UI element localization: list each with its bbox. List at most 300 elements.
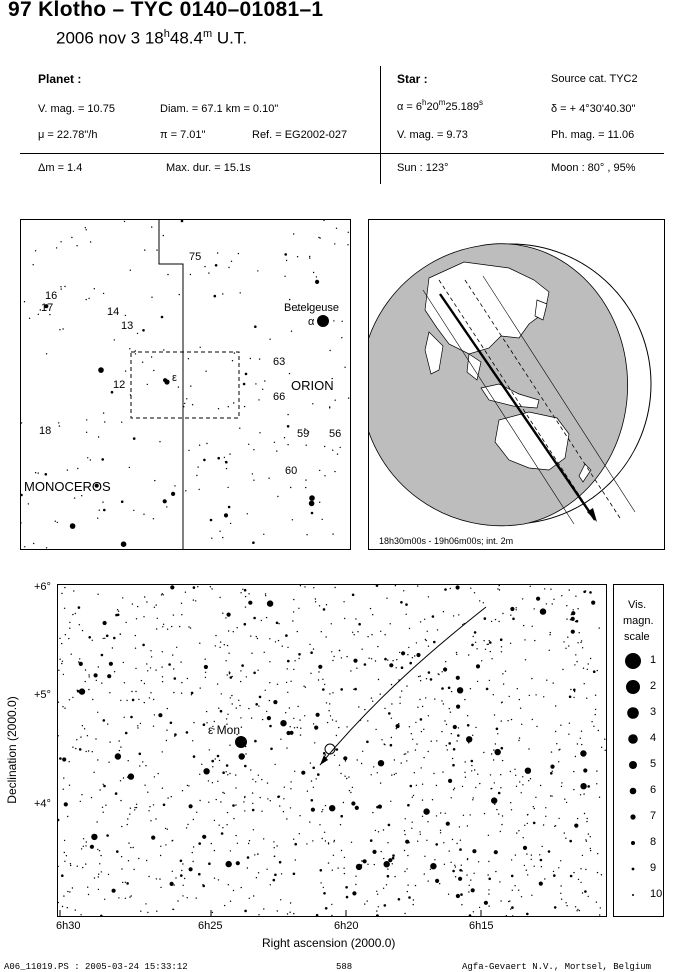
background-star — [597, 853, 598, 854]
background-star — [558, 867, 559, 868]
background-star — [535, 797, 536, 798]
background-star — [587, 785, 590, 788]
background-star — [156, 604, 157, 605]
scale-title-2: magn. — [623, 615, 654, 627]
background-star — [364, 709, 365, 710]
background-star — [371, 697, 372, 698]
background-star — [166, 740, 167, 741]
background-star — [214, 878, 215, 879]
background-star — [419, 699, 420, 700]
background-star — [124, 682, 125, 683]
background-star — [91, 797, 92, 798]
asteroid-path — [320, 607, 486, 765]
background-star — [139, 765, 140, 766]
background-star — [597, 872, 598, 873]
background-star — [376, 806, 379, 809]
background-star — [561, 782, 562, 783]
background-star — [410, 785, 413, 788]
star-label-17: 17 — [41, 302, 54, 314]
background-star — [77, 866, 78, 867]
background-star — [522, 784, 523, 785]
background-star — [407, 884, 408, 885]
background-star — [139, 753, 142, 756]
background-star — [58, 902, 59, 903]
background-star — [290, 902, 291, 903]
background-star — [579, 910, 580, 911]
background-star — [218, 708, 219, 709]
background-star — [550, 589, 551, 590]
background-star — [186, 398, 187, 399]
background-star — [493, 749, 494, 750]
background-star — [327, 722, 328, 723]
background-star — [434, 698, 435, 699]
background-star — [244, 406, 245, 407]
background-star — [273, 700, 277, 704]
background-star — [519, 737, 520, 738]
background-star — [408, 896, 411, 899]
background-star — [212, 766, 213, 767]
background-star — [599, 797, 600, 798]
background-star — [464, 772, 465, 773]
background-star — [521, 896, 522, 897]
background-star — [487, 874, 488, 875]
background-star — [367, 636, 368, 637]
background-star — [511, 875, 514, 878]
background-star — [456, 654, 457, 655]
background-star — [440, 832, 441, 833]
background-star — [488, 835, 489, 836]
background-star — [125, 315, 126, 316]
background-star — [443, 703, 444, 704]
background-star — [525, 768, 531, 774]
background-star — [266, 617, 267, 618]
magnitude-scale — [613, 584, 664, 917]
background-star — [276, 845, 277, 846]
sun-elongation: Sun : 123° — [397, 162, 449, 174]
background-star — [137, 333, 138, 334]
eps-mon-label: ε Mon — [208, 723, 241, 737]
background-star — [199, 774, 200, 775]
background-star — [319, 470, 320, 471]
background-star — [469, 885, 470, 886]
background-star — [67, 891, 68, 892]
background-star — [383, 858, 384, 859]
background-star — [456, 652, 457, 653]
background-star — [325, 840, 326, 841]
background-star — [574, 664, 575, 665]
background-star — [394, 876, 395, 877]
background-star — [502, 701, 503, 702]
background-star — [481, 660, 482, 661]
background-star — [593, 670, 596, 673]
background-star — [181, 614, 182, 615]
background-star — [569, 696, 572, 699]
background-star — [501, 720, 502, 721]
background-star — [259, 696, 262, 699]
background-star — [445, 813, 446, 814]
background-star — [61, 643, 62, 644]
background-star — [332, 533, 333, 534]
background-star — [205, 672, 206, 673]
background-star — [252, 809, 255, 812]
background-star — [575, 756, 576, 757]
ra-tick-marks — [60, 910, 481, 916]
background-star — [62, 706, 63, 707]
background-star — [80, 914, 81, 915]
background-star — [367, 864, 368, 865]
background-star — [510, 643, 511, 644]
background-star — [311, 512, 314, 515]
background-star — [352, 594, 355, 597]
background-star — [355, 884, 356, 885]
background-star — [250, 358, 251, 359]
background-star — [114, 339, 115, 340]
background-star — [287, 414, 288, 415]
background-star — [135, 350, 136, 351]
background-star — [116, 850, 119, 853]
background-star — [244, 797, 245, 798]
background-star — [514, 885, 515, 886]
background-star — [86, 419, 87, 420]
background-star — [136, 804, 137, 805]
background-star — [422, 784, 423, 785]
background-star — [279, 796, 280, 797]
info-divider — [20, 153, 664, 154]
background-star — [554, 826, 555, 827]
background-star — [540, 785, 541, 786]
background-star — [398, 898, 401, 901]
background-star — [495, 871, 496, 872]
background-star — [261, 779, 262, 780]
star-chart — [57, 584, 607, 917]
background-star — [456, 585, 460, 589]
background-star — [332, 870, 333, 871]
background-star — [198, 873, 201, 876]
background-star — [222, 827, 223, 828]
background-star — [570, 875, 573, 878]
background-star — [147, 384, 148, 385]
background-star — [319, 502, 320, 503]
background-star — [115, 753, 121, 759]
background-star — [485, 649, 486, 650]
background-star — [85, 845, 86, 846]
background-star — [588, 663, 589, 664]
background-star — [443, 842, 444, 843]
scale-dot-5 — [629, 761, 637, 769]
planet-reference: Ref. = EG2002-027 — [252, 129, 348, 141]
background-star — [227, 613, 231, 617]
background-star — [564, 799, 565, 800]
background-star — [320, 869, 323, 872]
background-star — [69, 785, 70, 786]
background-star — [289, 299, 290, 300]
background-star — [512, 890, 513, 891]
background-star — [64, 587, 65, 588]
background-star — [299, 719, 300, 720]
background-star — [222, 613, 223, 614]
background-star — [240, 681, 241, 682]
background-star — [445, 661, 446, 662]
background-star — [267, 600, 273, 606]
background-star — [430, 869, 431, 870]
background-star — [457, 687, 463, 693]
background-star — [498, 792, 501, 795]
background-star — [166, 730, 167, 731]
background-star — [114, 671, 115, 672]
background-star — [133, 437, 136, 440]
background-star — [394, 774, 395, 775]
background-star — [174, 884, 175, 885]
background-star — [306, 445, 307, 446]
background-star — [137, 725, 138, 726]
background-star — [227, 812, 228, 813]
background-star — [451, 691, 452, 692]
background-star — [218, 879, 219, 880]
background-star — [94, 877, 95, 878]
background-star — [406, 868, 407, 869]
background-star — [372, 812, 373, 813]
background-star — [85, 681, 86, 682]
background-star — [208, 802, 209, 803]
background-star — [86, 432, 87, 433]
background-star — [154, 607, 155, 608]
background-star — [332, 692, 333, 693]
background-star — [121, 826, 122, 827]
background-star — [229, 773, 230, 774]
star-label-14: 14 — [107, 306, 120, 318]
background-star — [344, 776, 345, 777]
background-star — [413, 904, 414, 905]
background-star — [263, 838, 264, 839]
background-star — [451, 797, 452, 798]
background-star — [64, 852, 65, 853]
background-star — [424, 619, 425, 620]
background-star — [88, 636, 91, 639]
background-star — [415, 885, 416, 886]
background-star — [186, 731, 189, 734]
background-star — [406, 685, 407, 686]
background-star — [473, 797, 474, 798]
background-star — [145, 765, 146, 766]
background-star — [160, 887, 161, 888]
background-star — [391, 774, 392, 775]
background-star — [576, 910, 577, 911]
background-star — [570, 619, 571, 620]
background-star — [423, 757, 424, 758]
background-star — [184, 878, 185, 879]
time-zone: U.T. — [212, 28, 248, 48]
globe-svg — [369, 220, 664, 549]
background-star — [171, 492, 175, 496]
background-star — [450, 862, 451, 863]
background-star — [590, 848, 591, 849]
background-star — [86, 751, 87, 752]
background-star — [215, 645, 216, 646]
background-star — [210, 519, 213, 522]
background-star — [568, 734, 569, 735]
background-star — [251, 717, 252, 718]
background-star — [248, 843, 249, 844]
moon-info: Moon : 80° , 95% — [551, 162, 636, 174]
background-star — [314, 726, 318, 730]
background-star — [200, 347, 201, 348]
background-star — [444, 864, 445, 865]
background-star — [203, 459, 206, 462]
background-star — [147, 670, 148, 671]
background-star — [499, 585, 500, 586]
background-star — [334, 755, 335, 756]
background-star — [318, 671, 319, 672]
background-star — [343, 868, 344, 869]
background-star — [470, 879, 471, 880]
background-star — [405, 840, 409, 844]
background-star — [317, 773, 320, 776]
background-star — [185, 490, 186, 491]
background-star — [421, 767, 422, 768]
background-star — [366, 741, 369, 744]
background-star — [323, 887, 324, 888]
background-star — [548, 850, 551, 853]
background-star — [437, 629, 438, 630]
background-star — [575, 906, 576, 907]
background-star — [448, 687, 451, 690]
background-star — [312, 403, 313, 404]
background-star — [428, 880, 429, 881]
background-star — [467, 825, 468, 826]
background-star — [404, 850, 405, 851]
background-star — [344, 618, 345, 619]
background-star — [265, 595, 266, 596]
background-star — [510, 908, 511, 909]
background-star — [273, 841, 274, 842]
background-star — [494, 804, 495, 805]
page-title: 97 Klotho – TYC 0140–01081–1 — [8, 0, 324, 21]
background-star — [323, 608, 326, 611]
background-star — [534, 640, 535, 641]
background-star — [217, 683, 218, 684]
background-star — [527, 874, 528, 875]
background-star — [67, 469, 68, 470]
background-star — [255, 383, 256, 384]
background-star — [76, 739, 77, 740]
background-star — [334, 587, 335, 588]
background-star — [540, 859, 543, 862]
background-star — [150, 820, 151, 821]
background-star — [149, 697, 150, 698]
background-star — [573, 697, 574, 698]
background-star — [204, 665, 208, 669]
background-star — [511, 719, 512, 720]
background-star — [341, 337, 342, 338]
background-star — [331, 904, 332, 905]
background-star — [292, 620, 293, 621]
background-star — [507, 720, 508, 721]
background-star — [173, 668, 174, 669]
background-star — [328, 842, 329, 843]
background-star — [59, 425, 60, 426]
background-star — [546, 603, 547, 604]
background-star — [502, 673, 503, 674]
background-star — [121, 856, 122, 857]
background-star — [112, 889, 116, 893]
background-star — [488, 893, 489, 894]
ra-tick-label-6h20: 6h20 — [334, 920, 359, 932]
background-star — [580, 868, 581, 869]
background-star — [495, 619, 496, 620]
background-star — [64, 708, 65, 709]
background-star — [125, 622, 126, 623]
background-star — [404, 830, 405, 831]
background-star — [368, 658, 369, 659]
background-star — [521, 792, 522, 793]
background-star — [412, 822, 413, 823]
background-star — [442, 771, 443, 772]
background-star — [289, 373, 290, 374]
background-star — [171, 626, 172, 627]
background-star — [500, 774, 501, 775]
background-star — [291, 331, 292, 332]
background-star — [451, 733, 452, 734]
background-star — [118, 611, 119, 612]
background-star — [375, 660, 376, 661]
background-star — [211, 538, 212, 539]
background-star — [96, 821, 97, 822]
background-star — [193, 599, 194, 600]
background-star — [45, 473, 48, 476]
background-star — [597, 670, 598, 671]
background-star — [88, 894, 89, 895]
background-star — [159, 878, 160, 879]
background-star — [407, 855, 408, 856]
background-star — [287, 692, 288, 693]
background-star — [63, 895, 64, 896]
background-star — [156, 249, 157, 250]
background-star — [339, 650, 340, 651]
background-star — [528, 748, 529, 749]
background-star — [332, 719, 333, 720]
background-star — [431, 741, 432, 742]
background-star — [198, 842, 201, 845]
background-star — [357, 759, 358, 760]
background-star — [442, 671, 443, 672]
background-star — [59, 659, 60, 660]
background-star — [566, 618, 567, 619]
background-star — [258, 914, 259, 915]
background-star — [179, 294, 180, 295]
background-star — [590, 850, 591, 851]
background-star — [226, 718, 227, 719]
background-star — [257, 670, 258, 671]
background-star — [558, 761, 559, 762]
background-star — [91, 834, 97, 840]
background-star — [596, 770, 597, 771]
background-star — [434, 859, 435, 860]
background-star — [396, 667, 397, 668]
background-star — [497, 588, 498, 589]
background-star — [124, 717, 125, 718]
background-star — [100, 855, 101, 856]
background-star — [484, 901, 488, 905]
star-label-63: 63 — [273, 356, 286, 368]
background-star — [269, 700, 270, 701]
background-star — [471, 644, 474, 647]
background-star — [120, 780, 121, 781]
background-star — [391, 737, 392, 738]
background-star — [323, 220, 324, 221]
background-star — [183, 406, 184, 407]
background-star — [84, 728, 85, 729]
background-star — [234, 352, 235, 353]
